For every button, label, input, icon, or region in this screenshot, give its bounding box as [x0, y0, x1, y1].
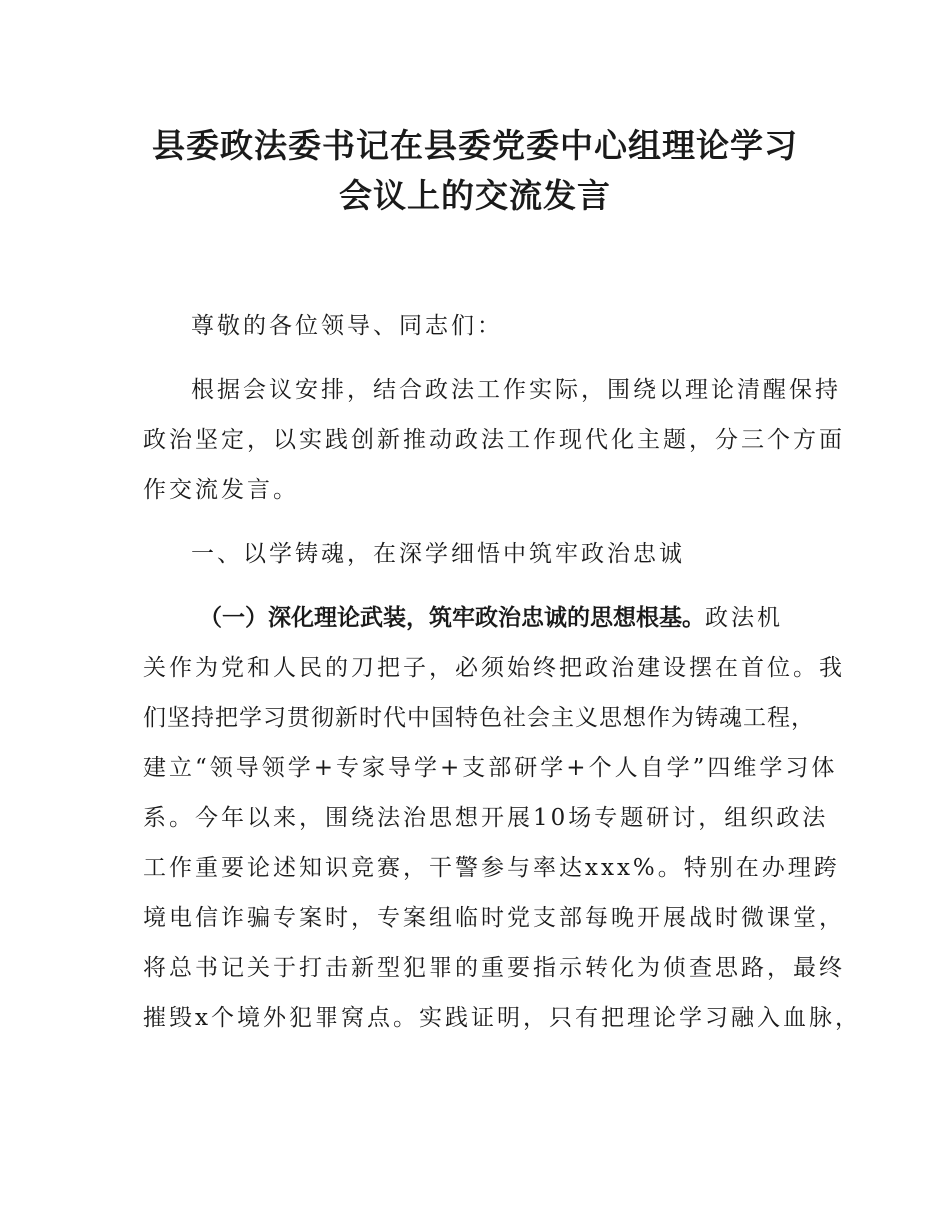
- paragraph-line-4: 建立“领导领学+专家导学+支部研学+个人自学”四维学习体: [143, 755, 838, 781]
- paragraph-line-3: 们坚持把学习贯彻新时代中国特色社会主义思想作为铸魂工程，: [143, 705, 815, 731]
- document-title-line1: 县委政法委书记在县委党委中心组理论学习: [152, 126, 798, 165]
- intro-line-1: 根据会议安排，结合政法工作实际，围绕以理论清醒保持: [191, 377, 841, 403]
- salutation: 尊敬的各位领导、同志们：: [191, 313, 503, 339]
- paragraph-line-5: 系。今年以来，围绕法治思想开展10场专题研讨，组织政法: [143, 805, 829, 831]
- paragraph-line-8: 将总书记关于打击新型犯罪的重要指示转化为侦查思路，最终: [143, 955, 845, 981]
- paragraph-line-1: [199, 603, 869, 633]
- document-title-line2: 会议上的交流发言: [339, 176, 611, 215]
- intro-line-3: 作交流发言。: [143, 477, 299, 503]
- paragraph-line-2: 关作为党和人民的刀把子，必须始终把政治建设摆在首位。我: [143, 655, 845, 681]
- paragraph-line-9: 摧毁x个境外犯罪窝点。实践证明，只有把理论学习融入血脉，: [143, 1005, 861, 1031]
- section-heading: 一、以学铸魂，在深学细悟中筑牢政治忠诚: [191, 541, 685, 567]
- paragraph-line-7: 境电信诈骗专案时，专案组临时党支部每晚开展战时微课堂，: [143, 905, 845, 931]
- intro-line-2: 政治坚定，以实践创新推动政法工作现代化主题，分三个方面: [143, 427, 845, 453]
- subsection-heading: （一）深化理论武装，筑牢政治忠诚的思想根基。: [199, 605, 705, 631]
- paragraph-text-start: 政法机: [705, 605, 783, 631]
- paragraph-line-6: 工作重要论述知识竞赛，干警参与率达xxx%。特别在办理跨: [143, 855, 840, 881]
